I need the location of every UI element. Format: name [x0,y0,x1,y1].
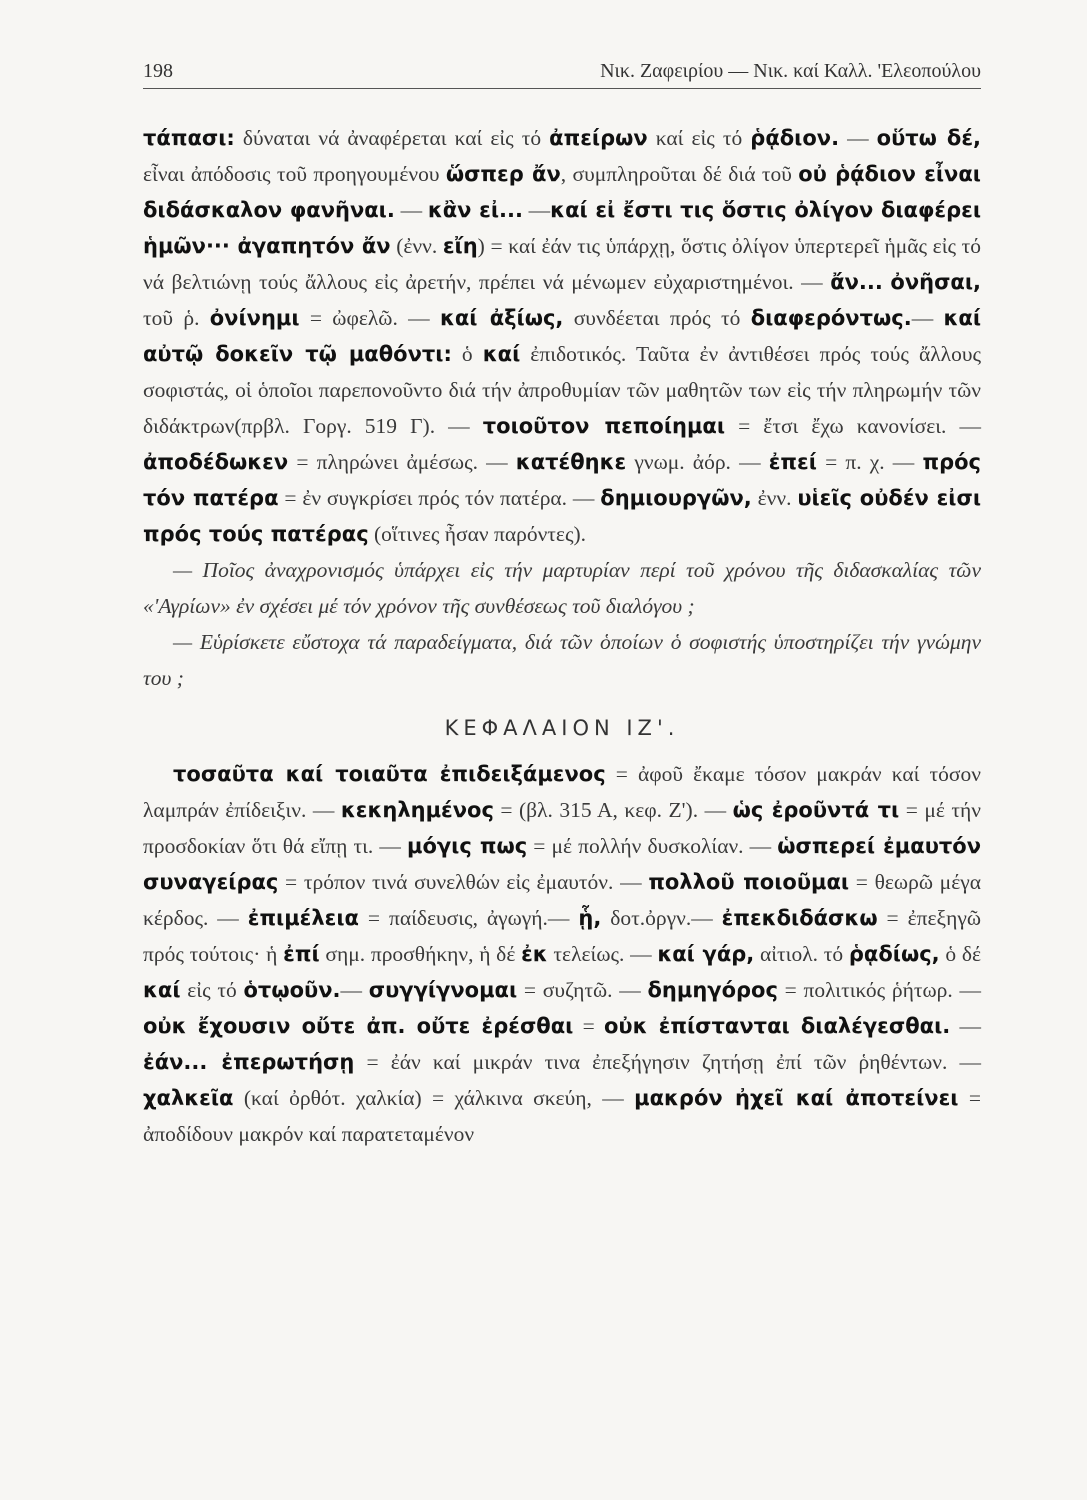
gloss: ἐνν. [751,486,798,510]
lemma: οὕτω δέ, [876,126,982,150]
lemma: ἀποδέδωκεν [143,450,289,474]
lemma: κατέθηκε [515,450,627,474]
gloss: (ἐνν. [390,234,443,258]
lemma: τοσαῦτα καί τοιαῦτα ἐπιδειξάμενος [173,762,606,786]
lemma: καί [143,978,181,1002]
lemma: ἐπεί [768,450,817,474]
gloss: = (βλ. 315 Α, κεφ. Ζ'). — [493,798,733,822]
gloss: = μέ πολλήν δυσκολίαν. — [527,834,778,858]
lemma: κεκηλημένος [340,798,494,822]
commentary-paragraph-1 [143,120,981,552]
gloss: — [950,1014,981,1038]
gloss: (οἵτινες ἦσαν παρόντες). [368,522,587,546]
lemma: πρός τόν πατέρα [143,450,981,510]
gloss: = μέ τήν προσδοκίαν ὅτι θά εἴπῃ τι. — [143,798,981,858]
gloss: ) = καί ἐάν τις ὑπάρχῃ, ὅστις ὀλίγον ὑπερτερεῖ ἡμᾶς εἰς τό νά βελτιώνῃ τούς ἄλλους εἰς ἀρετήν, πρέπει νά μένωμεν εὐχαριστημένοι. — [143,234,981,294]
lemma: οὐκ ἐπίστανται διαλέγεσθαι. [603,1014,951,1038]
lemma: ἐκ [521,942,548,966]
lemma: κἂν εἰ... [427,198,523,222]
lemma: ὀνῆσαι, [890,270,982,294]
gloss: ὁ δέ [939,942,981,966]
lemma: δημηγόρος [647,978,778,1002]
gloss: τελείως. — [547,942,658,966]
lemma: ἐπιμέλεια [247,906,359,930]
lemma: καί εἰ ἔστι τις ὅστις ὀλίγον διαφέρει ἡμῶν··· ἀγαπητόν ἄν [143,198,982,258]
lemma: καί ἀξίως, [439,306,564,330]
lemma: μακρόν ἠχεῖ καί ἀποτείνει [634,1086,959,1110]
lemma: χαλκεῖα [143,1086,234,1110]
gloss: συνδέεται πρός τό [563,306,751,330]
lemma: ἀπείρων [549,126,648,150]
lemma: καί γάρ, [657,942,755,966]
lemma: ἐπί [283,942,320,966]
lemma: ἐπεκδιδάσκω [721,906,878,930]
gloss: = τρόπον τινά συνελθών εἰς ἐμαυτόν. — [278,870,649,894]
commentary-text [143,120,981,1152]
gloss: σημ. προσθήκην, ἡ δέ [319,942,522,966]
gloss: = ἔτσι ἔχω κανονίσει. — [725,414,981,438]
page-number: 198 [143,60,173,82]
gloss: = θεωρῶ μέγα κέρδος. — [143,870,981,930]
gloss: = π. χ. — [816,450,923,474]
lemma: υἱεῖς οὐδέν εἰσι πρός τούς πατέρας [143,486,981,546]
lemma: τοιοῦτον πεποίημαι [482,414,726,438]
gloss: γνωμ. ἀόρ. — [626,450,769,474]
gloss: — [394,198,428,222]
lemma: ὀνίνημι [209,306,300,330]
lemma: οὐ ῥᾴδιον εἶναι διδάσκαλον φανῆναι. [143,162,981,222]
gloss: δύναται νά ἀναφέρεται καί εἰς τό [234,126,550,150]
gloss: = ἀποδίδουν μακρόν καί παρατεταμένον [143,1086,981,1146]
gloss: (καί ὀρθότ. χαλκία) = χάλκινα σκεύη, — [233,1086,635,1110]
gloss: ἐπιδοτικός. Ταῦτα ἐν ἀντιθέσει πρός τούς ἄλλους σοφιστάς, οἱ ὁποῖοι παρεπονοῦντο διά τήν ἀπροθυμίαν τῶν μαθητῶν των εἰς τήν πληρωμήν τῶν διδάκτρων(πρβλ. Γοργ. 519 Γ). — [143,342,981,438]
gloss: — [522,198,551,222]
gloss: τοῦ ῥ. [143,306,210,330]
gloss: = πολιτικός ῥήτωρ. — [777,978,982,1002]
gloss: ὁ [451,342,483,366]
gloss: δοτ.ὀργν.— [601,906,722,930]
lemma: εἴη [442,234,478,258]
lemma: καί αὐτῷ δοκεῖν τῷ μαθόντι: [143,306,982,366]
gloss: = πληρώνει ἀμέσως. — [288,450,516,474]
gloss: — [839,126,877,150]
lemma: συγγίγνομαι [368,978,518,1002]
lemma: πολλοῦ ποιοῦμαι [648,870,850,894]
lemma: ὁτῳοῦν. [243,978,341,1002]
gloss: εἶναι ἀπόδοσις τοῦ προηγουμένου [143,162,446,186]
lemma: ῥᾴδιον. [750,126,840,150]
lemma: ὡσπερεί ἐμαυτόν συναγείρας [143,834,982,894]
commentary-paragraph-2 [143,756,981,1152]
gloss: = ὠφελῶ. — [299,306,440,330]
study-question-2: — Εὑρίσκετε εὔστοχα τά παραδείγματα, διά τῶν ὁποίων ὁ σοφιστής ὑποστηρίζει τήν γνώμην του ; [143,630,981,690]
chapter-heading: ΚΕΦΑΛΑΙΟΝ ΙΖ'. [444,716,680,740]
lemma: ὡς ἐροῦντά τι [732,798,900,822]
gloss: = ἐάν καί μικράν τινα ἐπεξήγησιν ζητήσῃ ἐπί τῶν ῥηθέντων. — [354,1050,981,1074]
lemma: ὥσπερ ἄν [445,162,561,186]
gloss: = ἐν συγκρίσει πρός τόν πατέρα. — [278,486,601,510]
gloss: , συμπληροῦται δέ διά τοῦ [560,162,799,186]
lemma: διαφερόντως. [750,306,912,330]
lemma: ῥᾳδίως, [848,942,940,966]
gloss: εἰς τό [180,978,244,1002]
lemma: οὐκ ἔχουσιν οὔτε ἀπ. οὔτε ἐρέσθαι [143,1014,574,1038]
lemma: ἐάν... ἐπερωτήσῃ [143,1050,355,1074]
study-question-1: — Ποῖος ἀναχρονισμός ὑπάρχει εἰς τήν μαρτυρίαν περί τοῦ χρόνου τῆς διδασκαλίας τῶν «'Αγρίων» ἐν σχέσει μέ τόν χρόνον τῆς συνθέσεως τοῦ διαλόγου ; [143,558,981,618]
lemma: ἄν... [830,270,883,294]
gloss: = ἐπεξηγῶ πρός τούτοις· ἡ [143,906,981,966]
gloss: — [911,306,944,330]
gloss: αἰτιολ. τό [754,942,849,966]
gloss: = συζητῶ. — [517,978,648,1002]
running-title: Νικ. Ζαφειρίου — Νικ. καί Καλλ. 'Ελεοπούλου [600,60,981,82]
lemma: μόγις πως [407,834,528,858]
gloss: — [340,978,369,1002]
gloss: καί εἰς τό [647,126,751,150]
lemma: καί [482,342,521,366]
gloss: = παίδευσις, ἀγωγή.— [358,906,579,930]
gloss: = [573,1014,604,1038]
gloss: = ἀφοῦ ἔκαμε τόσον μακράν καί τόσον λαμπράν ἐπίδειξιν. — [143,762,981,822]
lemma: ᾗ, [578,906,602,930]
lemma: τάπασι: [143,126,235,150]
page-header [143,58,981,89]
lemma: δημιουργῶν, [600,486,752,510]
